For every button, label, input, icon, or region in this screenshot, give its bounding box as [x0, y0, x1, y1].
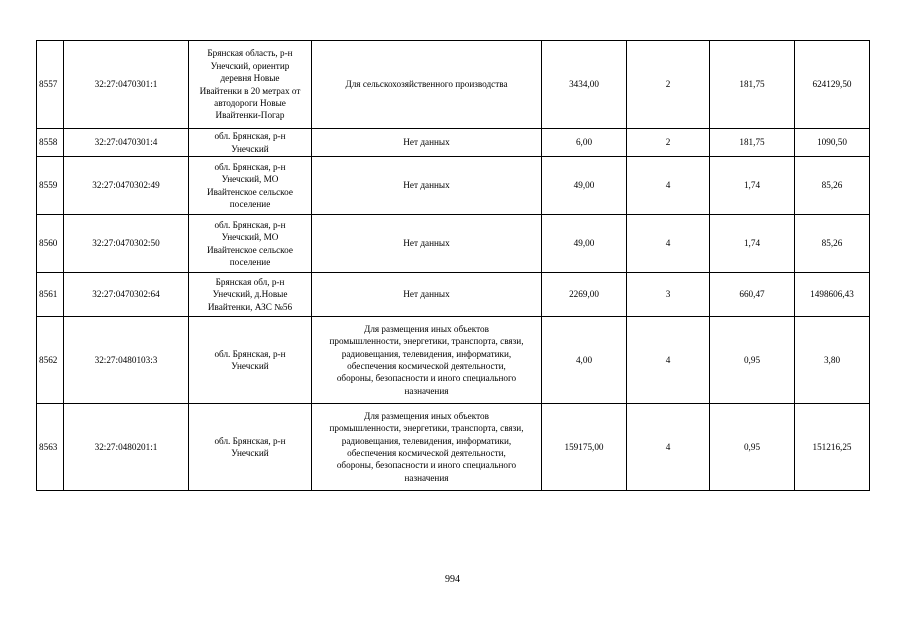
value-cell: 624129,50: [795, 41, 870, 129]
address-cell: Брянская обл, р-н Унечский, д.Новые Ивайтенки, АЗС №56: [189, 273, 312, 317]
rate-cell: 0,95: [710, 404, 795, 491]
table-row: [37, 215, 870, 273]
cadastral-table: [36, 40, 870, 491]
row-number: 8561: [37, 273, 64, 317]
land-use-cell: Для размещения иных объектов промышленности, энергетики, транспорта, связи, радиовещания, телевидения, информатики, обеспечения космической деятельности, обороны, безопасности и иного специального назначения: [312, 317, 542, 404]
row-number: 8559: [37, 157, 64, 215]
address-cell: обл. Брянская, р-н Унечский, МО Ивайтенское сельское поселение: [189, 215, 312, 273]
rate-cell: 181,75: [710, 129, 795, 157]
address-cell: обл. Брянская, р-н Унечский, МО Ивайтенское сельское поселение: [189, 157, 312, 215]
address-cell: Брянская область, р-н Унечский, ориентир деревня Новые Ивайтенки в 20 метрах от автодороги Новые Ивайтенки-Погар: [189, 41, 312, 129]
table-row: [37, 129, 870, 157]
cadastral-number: 32:27:0470302:50: [64, 215, 189, 273]
group-cell: 2: [627, 41, 710, 129]
land-use-cell: Нет данных: [312, 215, 542, 273]
cadastral-number: 32:27:0470301:4: [64, 129, 189, 157]
address-cell: обл. Брянская, р-н Унечский: [189, 404, 312, 491]
area-cell: 159175,00: [542, 404, 627, 491]
rate-cell: 660,47: [710, 273, 795, 317]
cadastral-number: 32:27:0470302:49: [64, 157, 189, 215]
group-cell: 4: [627, 215, 710, 273]
value-cell: 85,26: [795, 157, 870, 215]
area-cell: 2269,00: [542, 273, 627, 317]
table-row: [37, 273, 870, 317]
area-cell: 49,00: [542, 215, 627, 273]
rate-cell: 1,74: [710, 157, 795, 215]
group-cell: 4: [627, 317, 710, 404]
group-cell: 4: [627, 404, 710, 491]
table-row: [37, 157, 870, 215]
page-number: 994: [445, 574, 460, 585]
group-cell: 2: [627, 129, 710, 157]
area-cell: 3434,00: [542, 41, 627, 129]
group-cell: 4: [627, 157, 710, 215]
land-use-cell: Для размещения иных объектов промышленности, энергетики, транспорта, связи, радиовещания, телевидения, информатики, обеспечения космической деятельности, обороны, безопасности и иного специального назначения: [312, 404, 542, 491]
value-cell: 1498606,43: [795, 273, 870, 317]
area-cell: 6,00: [542, 129, 627, 157]
row-number: 8560: [37, 215, 64, 273]
land-use-cell: Нет данных: [312, 129, 542, 157]
cadastral-number: 32:27:0480103:3: [64, 317, 189, 404]
area-cell: 49,00: [542, 157, 627, 215]
row-number: 8563: [37, 404, 64, 491]
rate-cell: 1,74: [710, 215, 795, 273]
address-cell: обл. Брянская, р-н Унечский: [189, 129, 312, 157]
cadastral-number: 32:27:0470301:1: [64, 41, 189, 129]
value-cell: 85,26: [795, 215, 870, 273]
land-use-cell: Нет данных: [312, 273, 542, 317]
table-row: [37, 317, 870, 404]
table-row: [37, 404, 870, 491]
cadastral-number: 32:27:0480201:1: [64, 404, 189, 491]
land-use-cell: Для сельскохозяйственного производства: [312, 41, 542, 129]
address-cell: обл. Брянская, р-н Унечский: [189, 317, 312, 404]
value-cell: 151216,25: [795, 404, 870, 491]
table-row: [37, 41, 870, 129]
rate-cell: 0,95: [710, 317, 795, 404]
rate-cell: 181,75: [710, 41, 795, 129]
cadastral-number: 32:27:0470302:64: [64, 273, 189, 317]
row-number: 8558: [37, 129, 64, 157]
group-cell: 3: [627, 273, 710, 317]
value-cell: 1090,50: [795, 129, 870, 157]
land-use-cell: Нет данных: [312, 157, 542, 215]
row-number: 8557: [37, 41, 64, 129]
area-cell: 4,00: [542, 317, 627, 404]
row-number: 8562: [37, 317, 64, 404]
value-cell: 3,80: [795, 317, 870, 404]
